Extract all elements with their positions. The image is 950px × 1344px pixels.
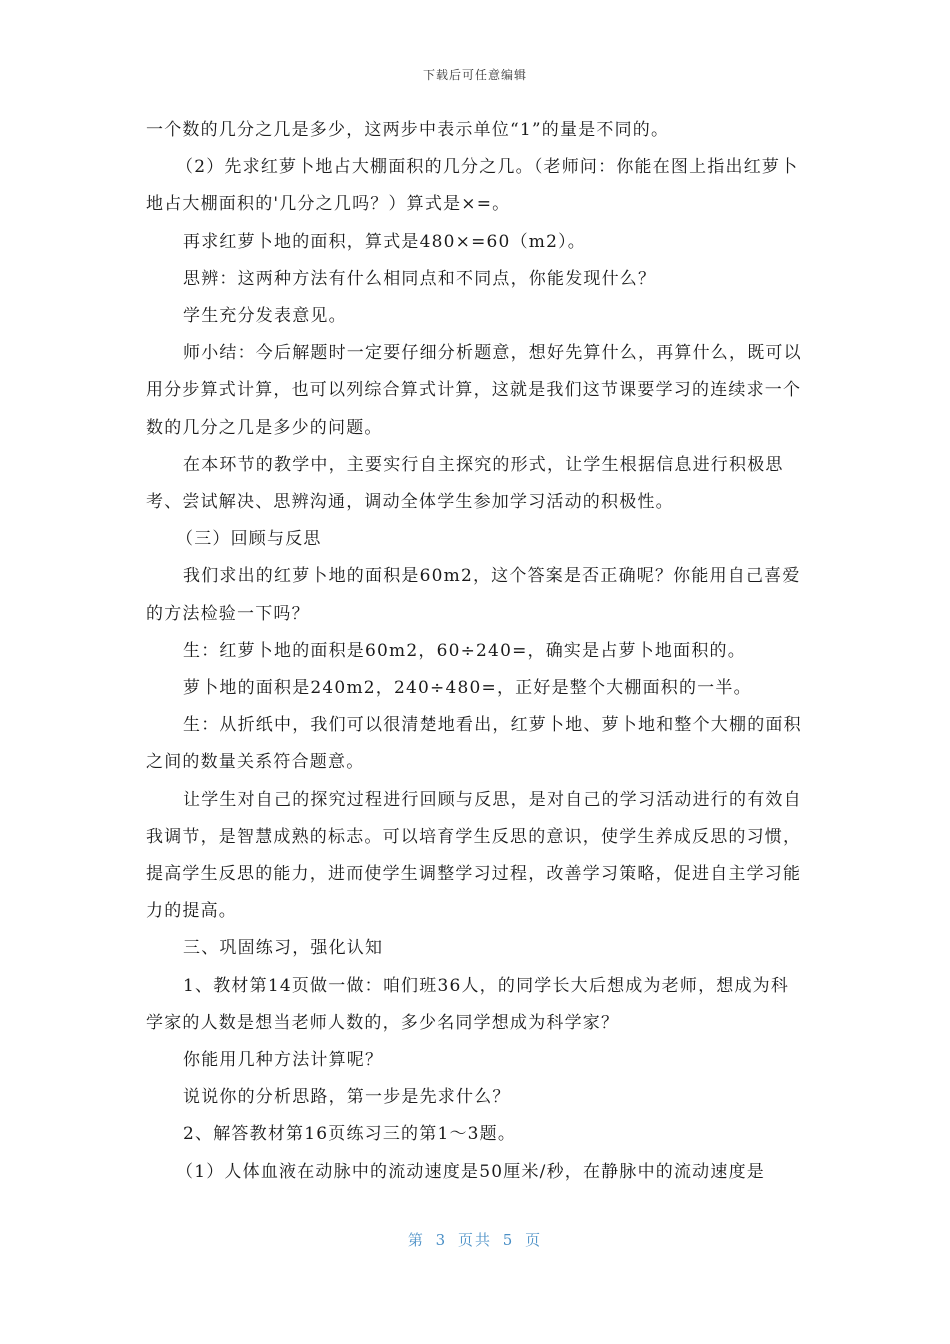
section-heading: 三、巩固练习，强化认知 <box>183 938 384 959</box>
paragraph: 生：红萝卜地的面积是60m2，60÷240=，确实是占萝卜地面积的。 <box>183 640 746 661</box>
paragraph: 萝卜地的面积是240m2，240÷480=，正好是整个大棚面积的一半。 <box>183 678 752 699</box>
paragraph: 一个数的几分之几是多少，这两步中表示单位“1”的量是不同的。 <box>146 120 670 140</box>
page-label-prefix: 第 <box>407 1231 425 1249</box>
paragraph: 思辨：这两种方法有什么相同点和不同点，你能发现什么？ <box>183 268 657 289</box>
paragraph: 让学生对自己的探究过程进行回顾与反思，是对自己的学习活动进行的有效自我调节，是智慧成熟的标志。可以培育学生反思的意识，使学生养成反思的习惯，提高学生反思的能力，进而使学生调整学习过程，改善学习策略，促进自主学习能力的提高。 <box>146 789 802 922</box>
section-heading: （三）回顾与反思 <box>176 529 322 550</box>
page-header-note: 下载后可任意编辑 <box>422 68 527 82</box>
paragraph: 说说你的分析思路，第一步是先求什么？ <box>183 1087 511 1108</box>
paragraph: 生：从折纸中，我们可以很清楚地看出，红萝卜地、萝卜地和整个大棚的面积之间的数量关系符合题意。 <box>146 715 802 773</box>
document-body <box>146 112 806 1191</box>
page-footer <box>0 1229 950 1250</box>
paragraph: 1、教材第14页做一做：咱们班36人，的同学长大后想成为老师，想成为科学家的人数是想当老师人数的，多少名同学想成为科学家？ <box>146 975 790 1033</box>
paragraph: 师小结：今后解题时一定要仔细分析题意，想好先算什么，再算什么，既可以用分步算式计算，也可以列综合算式计算，这就是我们这节课要学习的连续求一个数的几分之几是多少的问题。 <box>146 343 802 438</box>
paragraph: 2、解答教材第16页练习三的第1～3题。 <box>183 1124 517 1145</box>
page-label-mid: 页共 <box>457 1231 492 1249</box>
paragraph: 我们求出的红萝卜地的面积是60m2，这个答案是否正确呢？你能用自己喜爱的方法检验一下吗？ <box>146 566 801 624</box>
paragraph: 学生充分发表意见。 <box>183 306 347 327</box>
paragraph: （2）先求红萝卜地占大棚面积的几分之几。（老师问：你能在图上指出红萝卜地占大棚面积的'几分之几吗？）算式是×=。 <box>146 157 799 215</box>
paragraph: （1）人体血液在动脉中的流动速度是50厘米/秒，在静脉中的流动速度是 <box>176 1161 765 1182</box>
paragraph: 你能用几种方法计算呢？ <box>183 1050 384 1071</box>
page-label-suffix: 页 <box>525 1231 543 1249</box>
total-pages-number: 5 <box>502 1231 515 1249</box>
current-page-number: 3 <box>435 1231 448 1249</box>
paragraph: 再求红萝卜地的面积，算式是480×=60（m2）。 <box>183 231 587 252</box>
paragraph: 在本环节的教学中，主要实行自主探究的形式，让学生根据信息进行积极思考、尝试解决、思辨沟通，调动全体学生参加学习活动的积极性。 <box>146 454 784 513</box>
